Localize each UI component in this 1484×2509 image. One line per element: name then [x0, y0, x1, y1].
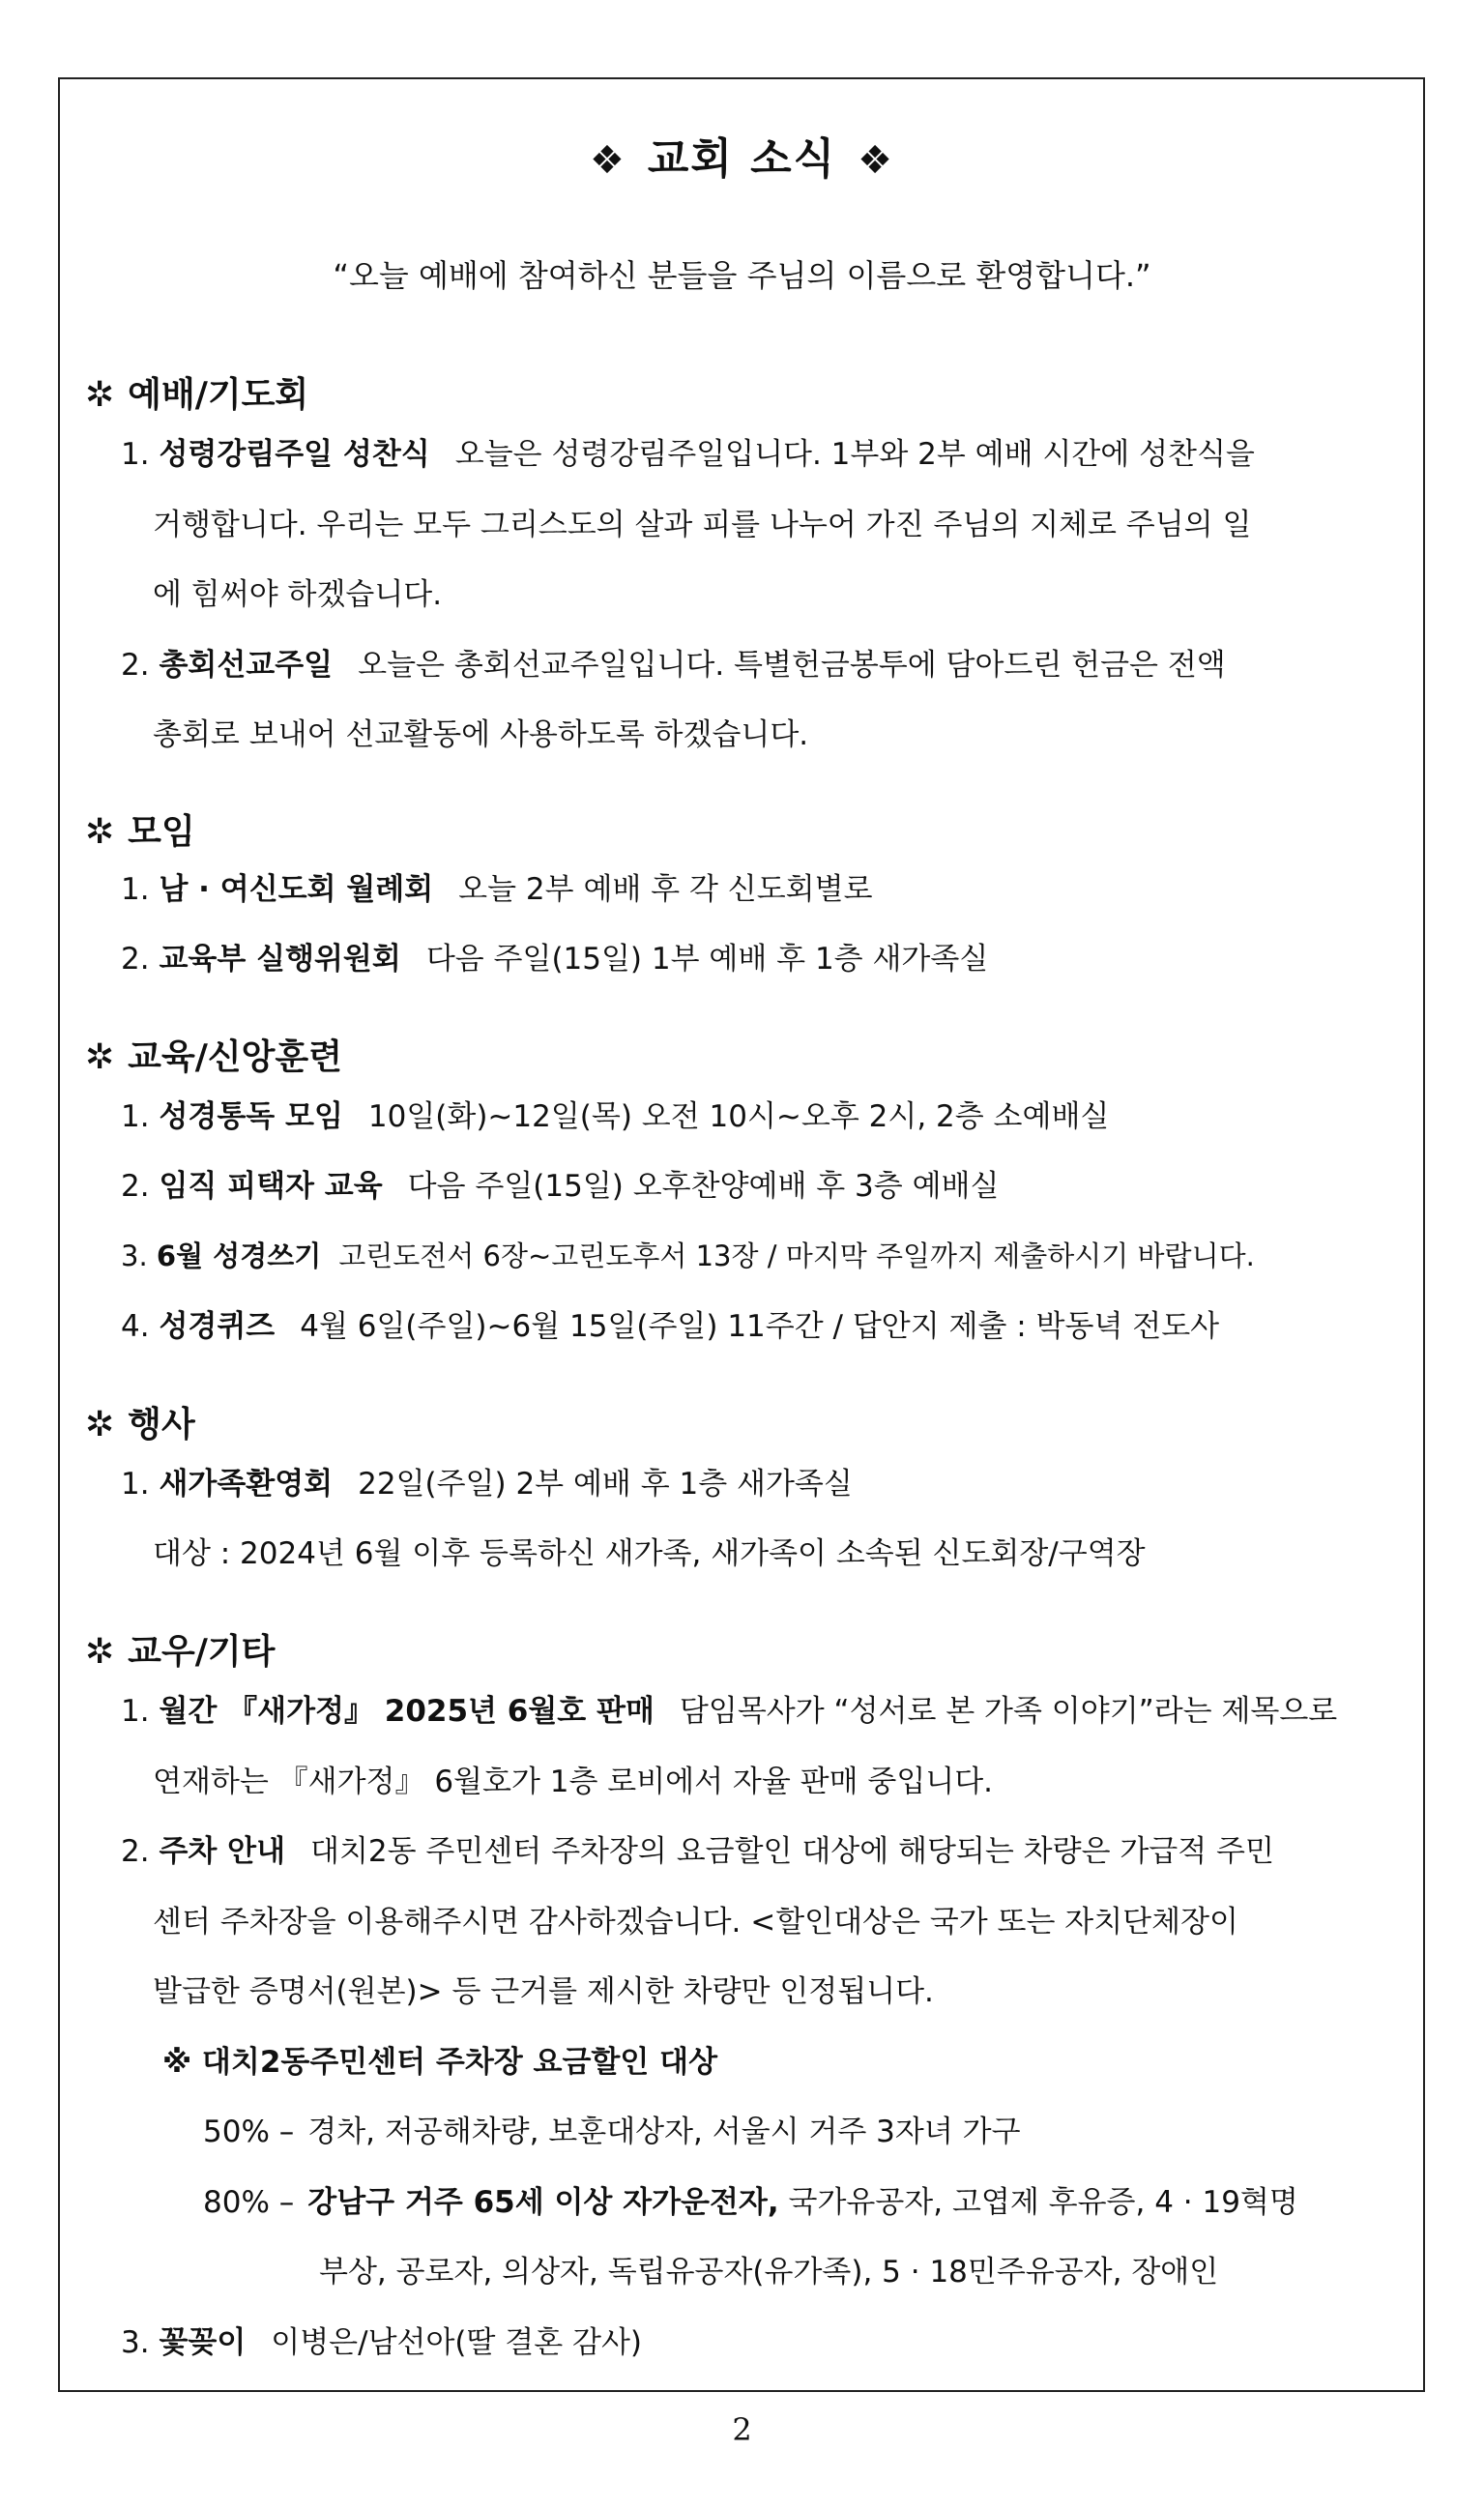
item-number: 2.: [121, 942, 150, 977]
item-text: 오늘 2부 예배 후 각 신도회별로: [458, 872, 873, 907]
item-text-continued: 에 힘써야 하겠습니다.: [153, 577, 443, 612]
list-item: [121, 2325, 643, 2360]
title-text: 교회 소식: [647, 134, 837, 184]
item-text: 고린도전서 6장~고린도후서 13장 / 마지막 주일까지 제출하시기 바랍니다.: [338, 1240, 1255, 1272]
item-number: 1.: [121, 872, 150, 907]
item-text: 오늘은 총회선교주일입니다. 특별헌금봉투에 담아드린 헌금은 전액: [358, 648, 1226, 683]
item-text: 이병은/남선아(딸 결혼 감사): [271, 2325, 643, 2360]
star-icon: ✲: [85, 1632, 115, 1672]
item-label: 총회선교주일: [159, 648, 334, 683]
item-text: 담임목사가 “성서로 본 가족 이야기”라는 제목으로: [679, 1694, 1338, 1729]
section-title: 모임: [128, 812, 195, 852]
item-number: 1.: [121, 437, 150, 472]
item-label: 교육부 실행위원회: [159, 942, 401, 977]
section-meetings-heading: [85, 804, 195, 854]
list-item: [121, 872, 873, 907]
item-label: 새가족환영회: [159, 1467, 334, 1502]
section-worship-heading: [85, 367, 308, 417]
item-text: 22일(주일) 2부 예배 후 1층 새가족실: [358, 1467, 853, 1502]
item-text: 다음 주일(15일) 1부 예배 후 1층 새가족실: [425, 942, 989, 977]
discount-rate-80: [203, 2185, 1298, 2220]
star-icon: ✲: [85, 375, 115, 415]
page-title: [0, 124, 1484, 186]
item-label: 남 · 여신도회 월례회: [159, 872, 434, 907]
section-title: 교육/신앙훈련: [128, 1037, 342, 1077]
page-number: 2: [732, 2411, 752, 2448]
section-news-heading: [85, 1624, 275, 1674]
item-label: 성경통독 모임: [159, 1099, 343, 1134]
rate-text-continued: 부상, 공로자, 의상자, 독립유공자(유가족), 5 · 18민주유공자, 장애인: [319, 2255, 1219, 2290]
list-item: [121, 1834, 1274, 1869]
item-number: 3.: [121, 1240, 148, 1272]
list-item: [121, 1099, 1110, 1134]
star-icon: ✲: [85, 812, 115, 852]
item-label: 월간 『새가정』 2025년 6월호 판매: [159, 1694, 655, 1729]
list-item: [121, 1309, 1220, 1344]
star-icon: ✲: [85, 1037, 115, 1077]
item-number: 1.: [121, 1099, 150, 1134]
item-label: 꽃꽂이: [159, 2325, 247, 2360]
diamond-icon: ❖: [589, 138, 626, 183]
item-text-continued: 대상 : 2024년 6월 이후 등록하신 새가족, 새가족이 소속된 신도회장/구역장: [153, 1536, 1146, 1571]
list-item: [121, 437, 1255, 472]
item-text-continued: 총회로 보내어 선교활동에 사용하도록 하겠습니다.: [153, 717, 809, 752]
item-label: 주차 안내: [159, 1834, 286, 1869]
item-label: 성경퀴즈: [159, 1309, 276, 1344]
item-text: 다음 주일(15일) 오후찬양예배 후 3층 예배실: [407, 1169, 1000, 1204]
item-text-continued: 거행합니다. 우리는 모두 그리스도의 살과 피를 나누어 가진 주님의 지체로 주님의 일: [153, 508, 1252, 542]
item-text-continued: 발급한 증명서(원본)> 등 근거를 제시한 차량만 인정됩니다.: [153, 1974, 934, 2009]
rate-text: 국가유공자, 고엽제 후유증, 4 · 19혁명: [788, 2185, 1298, 2220]
list-item: [121, 648, 1226, 683]
item-number: 1.: [121, 1694, 150, 1729]
section-title: 예배/기도회: [128, 375, 309, 415]
item-label: 임직 피택자 교육: [159, 1169, 383, 1204]
item-text-continued: 센터 주차장을 이용해주시면 감사하겠습니다. <할인대상은 국가 또는 자치단체장이: [153, 1905, 1238, 1940]
section-events-heading: [85, 1397, 195, 1446]
item-number: 2.: [121, 1169, 150, 1204]
diamond-icon: ❖: [858, 138, 895, 183]
item-label: 6월 성경쓰기: [156, 1240, 322, 1272]
rate-percent: 80% –: [203, 2185, 295, 2220]
item-number: 4.: [121, 1309, 150, 1344]
item-text: 4월 6일(주일)~6월 15일(주일) 11주간 / 답안지 제출 : 박동녁 전도사: [300, 1309, 1220, 1344]
list-item: [121, 1242, 1255, 1270]
section-title: 교우/기타: [128, 1632, 276, 1672]
discount-rate-50: [203, 2117, 1021, 2147]
item-number: 3.: [121, 2325, 150, 2360]
item-text: 10일(화)~12일(목) 오전 10시~오후 2시, 2층 소예배실: [367, 1099, 1110, 1134]
list-item: [121, 1694, 1338, 1729]
rate-text: 경차, 저공해차량, 보훈대상자, 서울시 거주 3자녀 가구: [307, 2115, 1021, 2149]
item-text: 대치2동 주민센터 주차장의 요금할인 대상에 해당되는 차량은 가급적 주민: [310, 1834, 1274, 1869]
item-number: 2.: [121, 648, 150, 683]
section-education-heading: [85, 1030, 342, 1079]
item-number: 2.: [121, 1834, 150, 1869]
discount-note: ※ 대치2동주민센터 주차장 요금할인 대상: [162, 2045, 718, 2080]
item-label: 성령강림주일 성찬식: [159, 437, 430, 472]
item-number: 1.: [121, 1467, 150, 1502]
rate-text-bold: 강남구 거주 65세 이상 자가운전자,: [307, 2185, 779, 2220]
item-text-continued: 연재하는 『새가정』 6월호가 1층 로비에서 자율 판매 중입니다.: [153, 1765, 994, 1799]
section-title: 행사: [128, 1405, 195, 1444]
list-item: [121, 1169, 1000, 1204]
list-item: [121, 1467, 853, 1502]
rate-percent: 50% –: [203, 2115, 295, 2149]
list-item: [121, 942, 989, 977]
welcome-message: “오늘 예배에 참여하신 분들을 주님의 이름으로 환영합니다.”: [333, 257, 1151, 294]
item-text: 오늘은 성령강림주일입니다. 1부와 2부 예배 시간에 성찬식을: [454, 437, 1255, 472]
star-icon: ✲: [85, 1405, 115, 1444]
